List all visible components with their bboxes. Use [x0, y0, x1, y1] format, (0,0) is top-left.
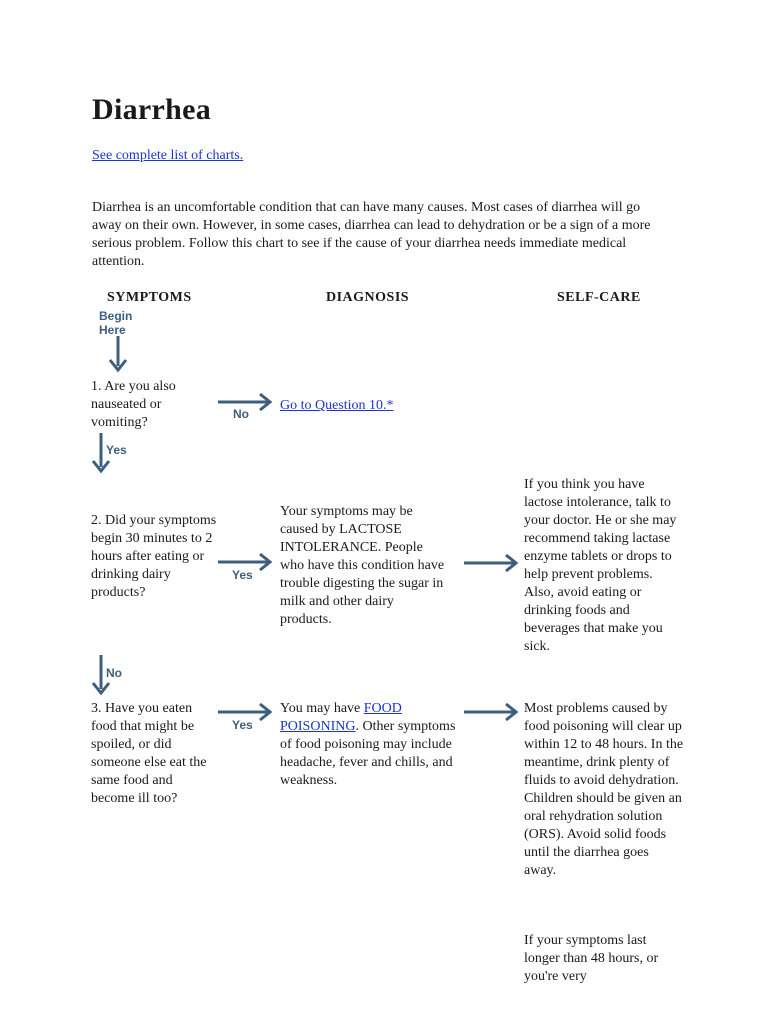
right-arrow-icon [462, 702, 522, 722]
column-header-diagnosis: DIAGNOSIS [326, 290, 410, 305]
self-care-food-poisoning: Most problems caused by food poisoning will clear up within 12 to 48 hours. In the meantime, drink plenty of fluids to avoid dehydration. Children should be given an oral rehydration solution (ORS). Avoid solid foods until the diarrhea goes away. [524, 701, 684, 878]
diagnosis-prefix: You may have [280, 701, 364, 716]
right-arrow-icon [462, 553, 522, 573]
begin-here-label: Begin Here [99, 309, 133, 337]
diagnosis-suffix: . Other symptoms of food poisoning may include headache, fever and chills, and weakness. [280, 719, 456, 788]
diagnosis-lactose-intolerance: Your symptoms may be caused by LACTOSE INTOLERANCE. People who have this condition have trouble digesting the sugar in milk and other dairy products. [280, 504, 445, 627]
intro-paragraph: Diarrhea is an uncomfortable condition that can have many causes. Most cases of diarrhea will go away on their own. However, in some cases, diarrhea can lead to dehydration or be a sign of a more serious problem. Follow this chart to see if the cause of your diarrhea needs immediate medical attention. [92, 200, 651, 269]
question-3: 3. Have you eaten food that might be spoiled, or did someone else eat the same food and become ill too? [91, 701, 207, 806]
column-header-symptoms: SYMPTOMS [107, 290, 192, 305]
no-label: No [106, 666, 122, 680]
yes-label: Yes [106, 443, 127, 457]
yes-label: Yes [232, 568, 253, 582]
diagnosis-food-poisoning [280, 700, 462, 790]
self-care-food-poisoning-continued: If your symptoms last longer than 48 hours, or you're very [524, 933, 659, 984]
page-title: Diarrhea [92, 93, 212, 126]
food-poisoning-link[interactable]: FOOD POISONING [280, 701, 402, 734]
yes-label: Yes [232, 718, 253, 732]
question-1: 1. Are you also nauseated or vomiting? [91, 379, 176, 430]
self-care-lactose: If you think you have lactose intolerance, talk to your doctor. He or she may recommend taking lactase enzyme tablets or drops to help prevent problems. Also, avoid eating or drinking foods and beverages that make you sick. [524, 477, 677, 654]
down-arrow-icon [108, 336, 128, 378]
question-2: 2. Did your symptoms begin 30 minutes to 2 hours after eating or drinking dairy products? [91, 513, 217, 600]
no-label: No [233, 407, 249, 421]
charts-list-link[interactable]: See complete list of charts. [92, 148, 244, 163]
column-header-self-care: SELF-CARE [557, 290, 641, 305]
go-to-question-10-link[interactable]: Go to Question 10.* [280, 398, 394, 413]
